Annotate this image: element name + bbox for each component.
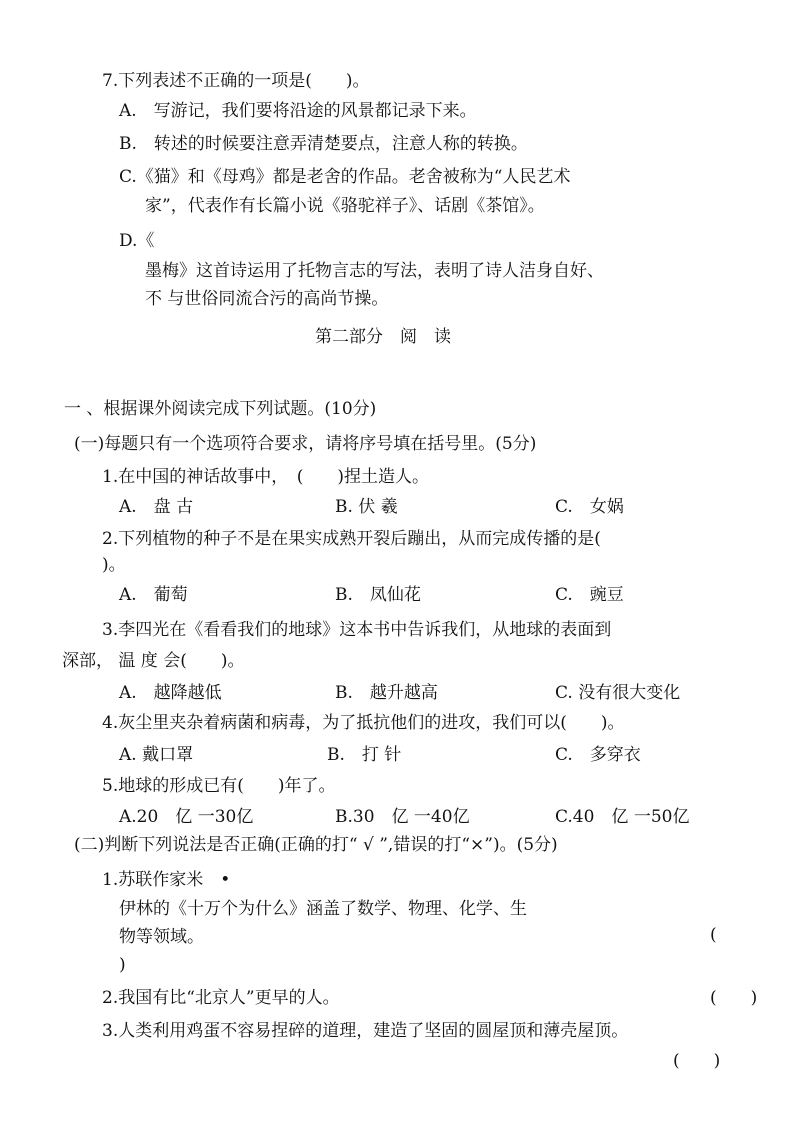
mc-q5-stem: 5.地球的形成已有( )年了。 xyxy=(102,776,336,796)
q7-option-b: B. 转述的时候要注意弄清楚要点，注意人称的转换。 xyxy=(119,134,528,154)
mc-q2-option-c: C. 豌豆 xyxy=(555,585,624,605)
q7-option-a: A. 写游记，我们要将沿途的风景都记录下来。 xyxy=(119,101,477,121)
mc-q5-option-a: A.20 亿 一30亿 xyxy=(119,807,254,827)
mc-q1-option-c: C. 女娲 xyxy=(555,497,624,517)
mc-q2-stem: 2.下列植物的种子不是在果实成熟开裂后蹦出，从而完成传播的是( xyxy=(102,529,601,549)
mc-q3-stem: 3.李四光在《看看我们的地球》这本书中告诉我们，从地球的表面到 xyxy=(102,620,612,640)
section1-heading: 一 、根据课外阅读完成下列试题。(10分) xyxy=(64,399,377,419)
sub2-heading: (二)判断下列说法是否正确(正确的打“ √ ”,错误的打“×”)。(5分) xyxy=(74,835,558,855)
mc-q4-option-a: A. 戴口罩 xyxy=(119,745,194,765)
part2-title: 第二部分 阅 读 xyxy=(315,327,451,347)
mc-q3-stem-line2: 深部， 温 度 会( )。 xyxy=(62,651,245,671)
mc-q2-stem-line2: )。 xyxy=(102,555,126,575)
tf-q1-answer-paren-close[interactable]: ) xyxy=(119,955,126,975)
q7-option-d-line2: 墨梅》这首诗运用了托物言志的写法，表明了诗人洁身自好、 xyxy=(145,261,604,281)
q7-option-d-line3: 不 与世俗同流合污的高尚节操。 xyxy=(145,289,389,309)
mc-q1-option-b: B. 伏 羲 xyxy=(335,497,398,517)
mc-q5-option-b: B.30 亿 一40亿 xyxy=(335,807,470,827)
mc-q3-option-b: B. 越升越高 xyxy=(335,683,438,703)
mc-q5-option-c: C.40 亿 一50亿 xyxy=(555,807,690,827)
q7-option-c-line1: C.《猫》和《母鸡》都是老舍的作品。老舍被称为“人民艺术 xyxy=(119,167,571,187)
mc-q4-option-c: C. 多穿衣 xyxy=(555,745,641,765)
tf-q2-answer-paren[interactable]: ( ) xyxy=(710,988,758,1008)
mc-q3-option-a: A. 越降越低 xyxy=(119,683,222,703)
tf-q1-line3: 物等领域。 xyxy=(119,927,204,947)
q7-stem: 7.下列表述不正确的一项是( )。 xyxy=(102,71,370,91)
q7-option-c-line2: 家”，代表作有长篇小说《骆驼祥子》、话剧《茶馆》。 xyxy=(145,196,545,216)
mc-q1-stem: 1.在中国的神话故事中， ( )捏土造人。 xyxy=(102,467,429,487)
mc-q4-option-b: B. 打 针 xyxy=(327,745,402,765)
mc-q2-option-a: A. 葡萄 xyxy=(119,585,188,605)
tf-q2-text: 2.我国有比“北京人”更早的人。 xyxy=(102,988,340,1008)
sub1-heading: (一)每题只有一个选项符合要求，请将序号填在括号里。(5分) xyxy=(74,434,537,454)
q7-option-d-line1: D.《 xyxy=(119,231,155,251)
tf-q3-answer-paren[interactable]: ( ) xyxy=(673,1051,721,1071)
tf-q1-line1: 1.苏联作家米 • xyxy=(102,870,231,890)
mc-q1-option-a: A. 盘 古 xyxy=(119,497,194,517)
mc-q2-option-b: B. 凤仙花 xyxy=(335,585,421,605)
tf-q1-line2: 伊林的《十万个为什么》涵盖了数学、物理、化学、生 xyxy=(119,899,527,919)
tf-q3-text: 3.人类利用鸡蛋不容易捏碎的道理，建造了坚固的圆屋顶和薄壳屋顶。 xyxy=(102,1021,629,1041)
mc-q3-option-c: C. 没有很大变化 xyxy=(555,683,681,703)
tf-q1-answer-paren-open[interactable]: ( xyxy=(710,925,717,945)
mc-q4-stem: 4.灰尘里夹杂着病菌和病毒，为了抵抗他们的进攻，我们可以( )。 xyxy=(102,713,625,733)
